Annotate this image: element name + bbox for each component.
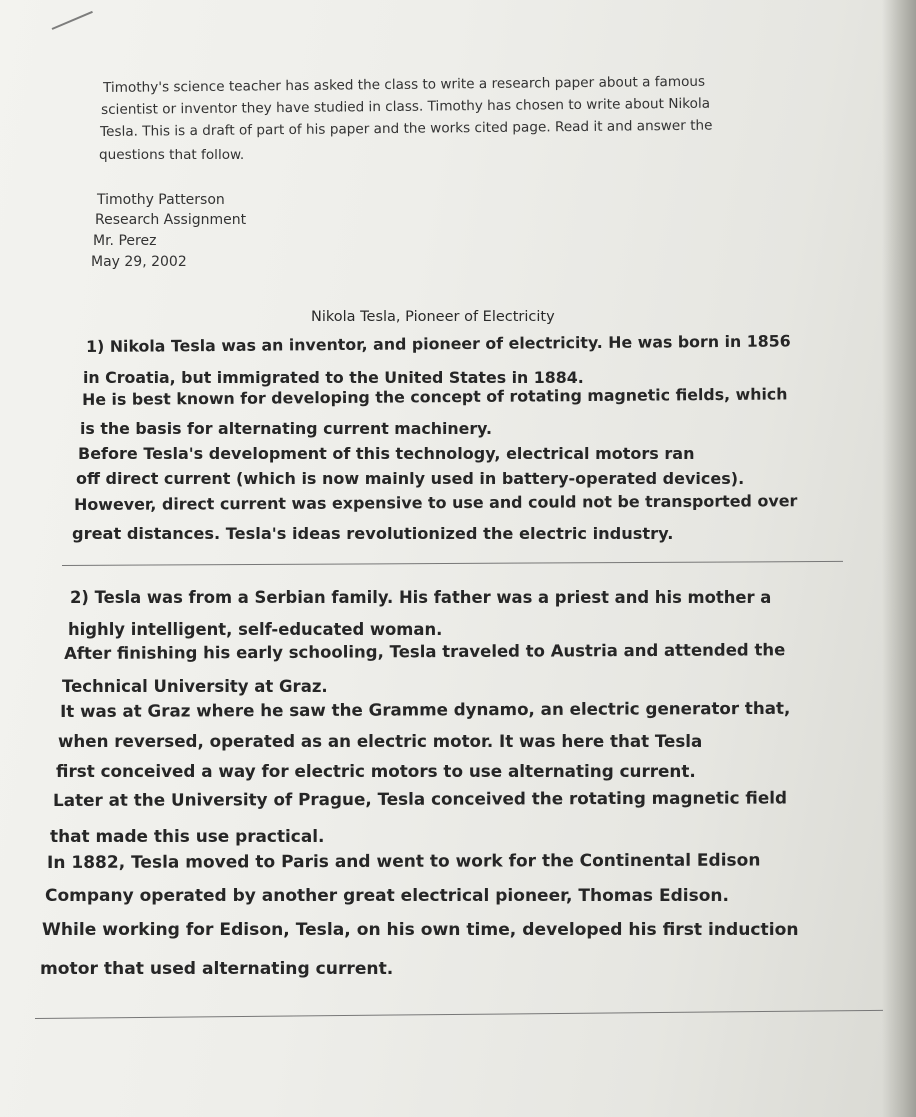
- p2-line-6: when reversed, operated as an electric motor. It was here that Tesla: [58, 731, 703, 751]
- p1-line-6: off direct current (which is now mainly used in battery-operated devices).: [76, 469, 745, 488]
- p1-line-1: 1) Nikola Tesla was an inventor, and pioneer of electricity. He was born in 1856: [86, 331, 791, 356]
- p1-line-8: great distances. Tesla's ideas revolutionized the electric industry.: [72, 524, 674, 543]
- p2-line-5: It was at Graz where he saw the Gramme dynamo, an electric generator that,: [60, 697, 791, 721]
- intro-line-4: questions that follow.: [99, 147, 245, 163]
- intro-line-2: scientist or inventor they have studied in class. Timothy has chosen to write about Nikola: [101, 95, 711, 118]
- p2-line-8: Later at the University of Prague, Tesla conceived the rotating magnetic field: [53, 787, 787, 810]
- p1-line-7: However, direct current was expensive to use and could not be transported over: [74, 491, 798, 514]
- p1-line-3: He is best known for developing the concept of rotating magnetic fields, which: [82, 384, 788, 409]
- p2-line-1: 2) Tesla was from a Serbian family. His father was a priest and his mother a: [70, 588, 772, 607]
- paper-title: Nikola Tesla, Pioneer of Electricity: [311, 309, 555, 325]
- assignment-name: Research Assignment: [95, 212, 247, 228]
- p2-line-10: In 1882, Tesla moved to Paris and went to work for the Continental Edison: [47, 850, 761, 873]
- student-name: Timothy Patterson: [97, 192, 225, 208]
- intro-line-3: Tesla. This is a draft of part of his paper and the works cited page. Read it and answer the: [100, 117, 713, 140]
- p2-line-12: While working for Edison, Tesla, on his own time, developed his first induction: [42, 920, 799, 940]
- section-divider-2: [35, 1010, 883, 1019]
- teacher-name: Mr. Perez: [93, 233, 157, 249]
- section-divider-1: [62, 561, 843, 566]
- p1-line-4: is the basis for alternating current machinery.: [80, 419, 493, 438]
- intro-line-1: Timothy's science teacher has asked the class to write a research paper about a famous: [103, 73, 706, 96]
- p1-line-5: Before Tesla's development of this technology, electrical motors ran: [78, 444, 695, 463]
- p2-line-11: Company operated by another great electrical pioneer, Thomas Edison.: [45, 886, 729, 906]
- p2-line-2: highly intelligent, self-educated woman.: [68, 620, 443, 639]
- p2-line-9: that made this use practical.: [50, 826, 325, 846]
- pen-mark: [52, 11, 93, 30]
- p2-line-13: motor that used alternating current.: [40, 959, 394, 979]
- p2-line-3: After finishing his early schooling, Tesla traveled to Austria and attended the: [64, 640, 786, 663]
- p2-line-7: first conceived a way for electric motors to use alternating current.: [56, 761, 696, 781]
- p2-line-4: Technical University at Graz.: [62, 677, 328, 696]
- p1-line-2: in Croatia, but immigrated to the United States in 1884.: [83, 368, 584, 387]
- page-edge-shadow: [882, 0, 916, 1117]
- paper-date: May 29, 2002: [91, 254, 187, 270]
